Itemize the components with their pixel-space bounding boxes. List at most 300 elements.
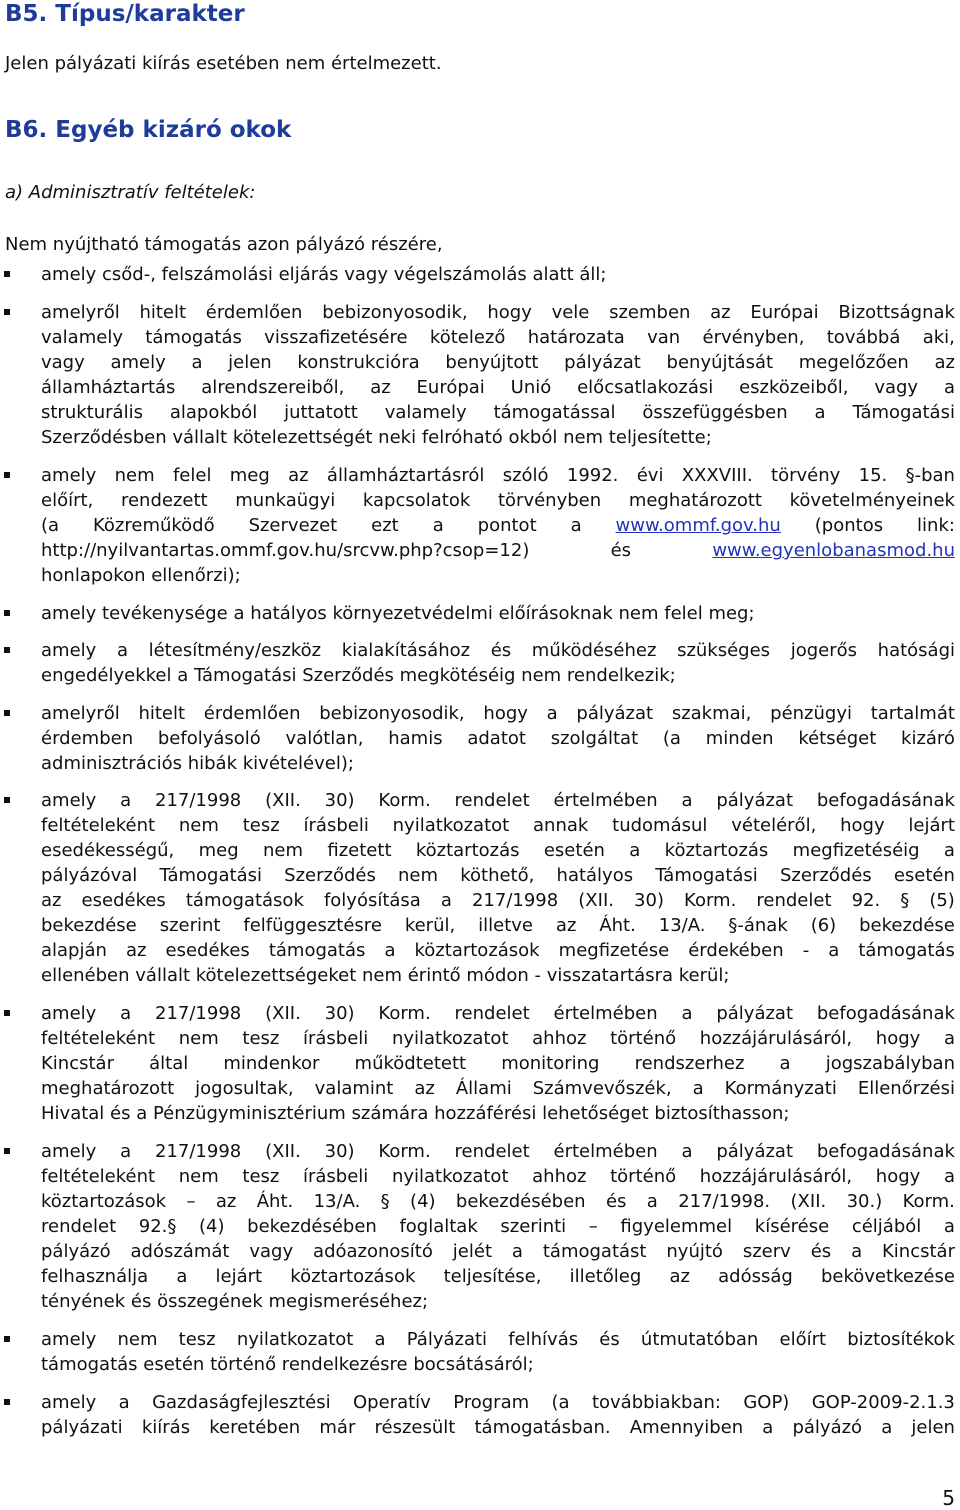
word: amelyről [41, 302, 120, 323]
text-line [41, 813, 955, 838]
word: szerv [742, 1241, 791, 1262]
word: hatályos [556, 865, 634, 886]
word: támogatás [268, 940, 366, 961]
word: esedékes [165, 940, 250, 961]
word: nem [178, 815, 219, 836]
text-line: honlapokon ellenőrzi); [41, 565, 241, 586]
word: az [555, 915, 577, 936]
word: szükséges [677, 640, 771, 661]
word: Pályázati [406, 1329, 488, 1350]
word: 30) [324, 1003, 355, 1024]
text-line [41, 638, 955, 663]
text-line [41, 350, 955, 375]
word: az [934, 352, 955, 373]
word: vételéről, [731, 815, 817, 836]
text-line-words [41, 1076, 955, 1101]
text-line-words [41, 788, 955, 813]
text-line-words [41, 400, 955, 425]
word: annak [533, 815, 589, 836]
word: hogy [875, 1166, 921, 1187]
egyenlobanasmod-link[interactable]: www.egyenlobanasmod.hu [712, 540, 955, 561]
word: hitelt [138, 703, 186, 724]
text-line: ellenében vállalt kötelezettségeket nem érintő módon - visszatartásra kerül; [41, 965, 730, 986]
text-line [41, 1415, 955, 1440]
text-line [41, 913, 955, 938]
word: rendelet [756, 890, 832, 911]
word: a [374, 1329, 386, 1350]
word: összefüggésben [642, 402, 788, 423]
word: Korm. [684, 890, 737, 911]
word: Európai [750, 302, 819, 323]
word: működéséhez [531, 640, 657, 661]
word: 30) [324, 1141, 355, 1162]
word: és [599, 1329, 620, 1350]
text-line-words [41, 1139, 955, 1164]
word: (a [662, 728, 681, 749]
text-line-words [41, 488, 955, 513]
text-line-words [41, 513, 955, 538]
word: köztartozás [415, 840, 520, 861]
word: § [900, 890, 910, 911]
text-line [41, 938, 955, 963]
bullet-icon [4, 610, 10, 616]
list-item-text [41, 638, 955, 688]
word: visszafizetésére [264, 327, 408, 348]
word: nyilatkozatot [236, 1329, 354, 1350]
word: által [149, 1053, 189, 1074]
word: nem [263, 840, 304, 861]
bullet-icon [4, 647, 10, 653]
text-line [41, 400, 955, 425]
word: - [802, 940, 810, 961]
word: meg [198, 840, 239, 861]
word: támogatással [493, 402, 616, 423]
page-number: 5 [942, 1486, 955, 1510]
word: a [828, 940, 840, 961]
word: illetőleg [569, 1266, 642, 1287]
word: Áht. [256, 1191, 294, 1212]
word: §-ban [905, 465, 955, 486]
word: Kincstár [41, 1053, 114, 1074]
word: GOP-2009-2.1.3 [811, 1392, 955, 1413]
text-line [41, 788, 955, 813]
word: a [943, 377, 955, 398]
text-line [41, 538, 955, 563]
word: hogy [483, 703, 528, 724]
word: céljából [851, 1216, 922, 1237]
word: kapcsolatok [362, 490, 471, 511]
word: a [692, 1078, 704, 1099]
word: a [116, 640, 128, 661]
word: az [669, 1266, 690, 1287]
word: amely [41, 640, 97, 661]
word: a [646, 1191, 658, 1212]
text-line-words [41, 1390, 955, 1415]
word: pályázat [716, 1141, 794, 1162]
word: tesz [242, 1166, 280, 1187]
word: köztartozás [664, 840, 769, 861]
word: 217/1998 [155, 1141, 242, 1162]
text-line [41, 701, 955, 726]
word: a [681, 1003, 693, 1024]
word: támogatások [185, 890, 304, 911]
word: pályázó [792, 1417, 863, 1438]
word: fizetett [327, 840, 392, 861]
word: a [191, 352, 203, 373]
word: a [943, 840, 955, 861]
text-line [41, 888, 955, 913]
text-line [41, 1001, 955, 1026]
word: befogadásának [816, 1141, 955, 1162]
word: szemben [609, 302, 691, 323]
bullet-icon [4, 1399, 10, 1405]
text-line [41, 838, 955, 863]
word: valamely [41, 327, 123, 348]
word: támogatás [145, 327, 242, 348]
word: van [647, 327, 681, 348]
word: valótlan, [285, 728, 364, 749]
word: (a [551, 1392, 570, 1413]
word: jogszabályban [825, 1053, 955, 1074]
word: már [319, 1417, 356, 1438]
list-item-text [41, 262, 955, 287]
word: konstrukcióra [297, 352, 420, 373]
word: részesült [374, 1417, 456, 1438]
word: teljesítése, [443, 1266, 542, 1287]
word: 217/1998 [155, 1003, 242, 1024]
word: meghatározott [628, 490, 762, 511]
word: a [681, 790, 693, 811]
word: Szervezet [248, 515, 338, 536]
word: nem [178, 1166, 219, 1187]
bullet-icon [4, 1010, 10, 1016]
word: Korm. [378, 1141, 431, 1162]
word: rendelet [454, 1141, 530, 1162]
word: nyilatkozatot [391, 1166, 509, 1187]
word: pénzügyi [770, 703, 852, 724]
word: az [414, 1078, 435, 1099]
word: Operatív [353, 1392, 431, 1413]
word: érdemlően [205, 302, 303, 323]
word: írásbeli [303, 815, 369, 836]
word: értelmében [553, 790, 658, 811]
text-line-words [41, 863, 955, 888]
text-line [41, 726, 955, 751]
word: a [440, 890, 452, 911]
word: keretében [209, 1417, 301, 1438]
text-line: támogatás esetén történő rendelkezésre bocsátásáról; [41, 1354, 534, 1375]
list-item-text [41, 1001, 955, 1126]
section-heading-b5: B5. Típus/karakter [5, 1, 245, 27]
word: tesz [242, 1028, 280, 1049]
text-line [41, 513, 955, 538]
word: (4) [199, 1216, 225, 1237]
text-line-words [41, 938, 955, 963]
word: GOP) [743, 1392, 790, 1413]
text-line [41, 1239, 955, 1264]
word: történő [610, 1166, 677, 1187]
word: befogadásának [816, 1003, 955, 1024]
word: érvényben, [702, 327, 805, 348]
text-line-words [41, 1327, 955, 1352]
word: 30) [324, 790, 355, 811]
word: nem [398, 865, 439, 886]
word: érdemlően [203, 703, 301, 724]
word: Kormányzati [724, 1078, 837, 1099]
word: előcsatlakozási [577, 377, 714, 398]
word: Ellenőrzési [857, 1078, 955, 1099]
word: amely [41, 1392, 97, 1413]
word: bebizonyosodik, [322, 302, 468, 323]
text-line-words [41, 1214, 955, 1239]
ommf-link[interactable]: www.ommf.gov.hu [615, 515, 781, 536]
word: pályázat [576, 703, 654, 724]
text-line [41, 1164, 955, 1189]
word: meghatározott [41, 1078, 175, 1099]
word: esetén [543, 840, 605, 861]
word: nyújtó [666, 1241, 723, 1262]
word: (pontos [814, 515, 884, 536]
text-line-words [41, 1264, 955, 1289]
word: szolgáltat [550, 728, 639, 749]
text-line-words [41, 375, 955, 400]
word: pályázati [41, 1417, 123, 1438]
word: a [511, 1241, 523, 1262]
word: államháztartásról [326, 465, 485, 486]
word: az [370, 377, 391, 398]
text-line: Szerződésben vállalt kötelezettségét neki felróható okból nem teljesítette; [41, 427, 712, 448]
list-item-text [41, 463, 955, 588]
word: hogy [487, 302, 532, 323]
word: szakmai, [671, 703, 752, 724]
word: írásbeli [303, 1166, 369, 1187]
word: vagy [41, 352, 85, 373]
word: felhasználja [41, 1266, 149, 1287]
word: (XII. [265, 790, 301, 811]
word: és [605, 1191, 627, 1212]
word: a [814, 402, 826, 423]
word: köztartozások [414, 940, 540, 961]
word: a [943, 1216, 955, 1237]
word: támogatásban. [474, 1417, 611, 1438]
word: nem [114, 465, 155, 486]
word: Európai [416, 377, 485, 398]
word: Amennyiben [629, 1417, 744, 1438]
word: (a [41, 515, 60, 536]
word: a [120, 1141, 132, 1162]
text-line-words [41, 1026, 955, 1051]
word: befogadásának [816, 790, 955, 811]
word: feltételeként [41, 1028, 156, 1049]
word: alrendszereiből, [201, 377, 345, 398]
word: a [546, 703, 558, 724]
text-line-words [41, 813, 955, 838]
word: hozzájárulásáról, [699, 1166, 853, 1187]
word: valamely [384, 402, 467, 423]
word: kizáró [901, 728, 955, 749]
word: jelen [228, 352, 272, 373]
word: adószámát [130, 1241, 230, 1262]
word: a [176, 1266, 188, 1287]
section-b6-subheading: a) Adminisztratív feltételek: [5, 182, 256, 203]
word: kerül, [404, 915, 456, 936]
word: monitoring [501, 1053, 600, 1074]
word: pontot [477, 515, 537, 536]
word: Korm. [378, 790, 431, 811]
word: Szerződés [779, 865, 872, 886]
word: feltételeként [41, 815, 156, 836]
word: ahhoz [532, 1166, 587, 1187]
word: a [629, 840, 641, 861]
word: illetve [478, 915, 533, 936]
list-item-text [41, 701, 955, 776]
word: bebizonyosodik, [319, 703, 465, 724]
word: szerinti [500, 1216, 567, 1237]
text-line [41, 325, 955, 350]
word: kísérése [754, 1216, 830, 1237]
word: továbbiakban: [591, 1392, 721, 1413]
word: érdekében [688, 940, 784, 961]
word: lejárt [908, 815, 955, 836]
text-line [41, 488, 955, 513]
word: kétséget [798, 728, 877, 749]
word: amely [110, 352, 166, 373]
word: rendezett [120, 490, 208, 511]
word: bekezdése [859, 915, 955, 936]
word: – [186, 1191, 196, 1212]
list-item-text [41, 1139, 955, 1314]
word: strukturális [41, 402, 143, 423]
word: tesz [242, 815, 280, 836]
word: rendelet [454, 1003, 530, 1024]
word: (XII. [265, 1141, 301, 1162]
bullet-icon [4, 271, 10, 277]
word: értelmében [553, 1141, 658, 1162]
text-line [41, 1189, 955, 1214]
text-line-words [41, 1001, 955, 1026]
list-item-text [41, 1390, 955, 1440]
word: bekezdése [41, 915, 137, 936]
word: a [432, 515, 444, 536]
bullet-icon [4, 472, 10, 478]
word: támogatást [542, 1241, 647, 1262]
word: Bizottságnak [838, 302, 955, 323]
text-line: Hivatal és a Pénzügyminisztérium számára hozzáférési lehetőséget biztosíthasson; [41, 1103, 790, 1124]
word: benyújtását [666, 352, 774, 373]
word: felel [172, 465, 212, 486]
word: alapján [41, 940, 107, 961]
list-item-text [41, 1327, 955, 1377]
word: amelyről [41, 703, 120, 724]
word: esedékes [81, 890, 166, 911]
bullet-icon [4, 1336, 10, 1342]
word: szóló [502, 465, 549, 486]
text-line [41, 1390, 955, 1415]
text-line [41, 1026, 955, 1051]
word: az [215, 1191, 237, 1212]
word: pályázó [41, 1241, 111, 1262]
word: Támogatási [852, 402, 955, 423]
word: a [762, 1417, 774, 1438]
word: pályázóval [41, 865, 138, 886]
word: nem [117, 1329, 158, 1350]
word: 30) [634, 890, 664, 911]
text-line-words [41, 1415, 955, 1440]
word: rendelet [454, 790, 530, 811]
text-line-words [41, 1164, 955, 1189]
word: a [681, 1141, 693, 1162]
text-line: tényének és összegének megismeréséhez; [41, 1291, 429, 1312]
word: szerint [159, 915, 221, 936]
word: megfizetéséig [792, 840, 920, 861]
word: 13/A. [658, 915, 706, 936]
word: követelményeinek [789, 490, 955, 511]
word: adóazonosító [313, 1241, 433, 1262]
word: juttatott [284, 402, 358, 423]
word: jogosultak, [195, 1078, 294, 1099]
section-b5-text: Jelen pályázati kiírás esetében nem értelmezett. [5, 53, 442, 74]
word: alapokból [169, 402, 258, 423]
word: nyilatkozatot [391, 1028, 509, 1049]
bullet-icon [4, 797, 10, 803]
word: hogy [840, 815, 885, 836]
word: megelőzően [798, 352, 909, 373]
word: Támogatási [655, 865, 758, 886]
word: (6) [810, 915, 837, 936]
word: lejárt [215, 1266, 263, 1287]
word: érdemben [41, 728, 134, 749]
word: értelmében [553, 1003, 658, 1024]
word: az [41, 890, 62, 911]
text-line [41, 1139, 955, 1164]
word: létesítmény/eszköz [148, 640, 322, 661]
word: rendszerhez [634, 1053, 745, 1074]
word: (5) [929, 890, 955, 911]
word: útmutatóban [640, 1329, 759, 1350]
word: Gazdaságfejlesztési [152, 1392, 331, 1413]
word: Támogatási [159, 865, 262, 886]
word: nem [178, 1028, 219, 1049]
word: §-ának [728, 915, 788, 936]
text-line: amely csőd-, felszámolási eljárás vagy végelszámolás alatt áll; [41, 264, 607, 285]
text-line [41, 1264, 955, 1289]
word: Korm. [378, 1003, 431, 1024]
text-line [41, 1076, 955, 1101]
word: jelen [911, 1417, 955, 1438]
word: nyilatkozatot [392, 815, 510, 836]
word: rendelet [41, 1216, 117, 1237]
word: kötelező [429, 327, 506, 348]
word: biztosítékok [847, 1329, 955, 1350]
list-item-text [41, 788, 955, 988]
word: pályázat [564, 352, 641, 373]
word: a [779, 1053, 791, 1074]
word: benyújtott [445, 352, 539, 373]
text-line-words [41, 838, 955, 863]
word: törvény [771, 465, 841, 486]
word: írásbeli [303, 1028, 369, 1049]
word: határozata [527, 327, 625, 348]
text-line [41, 375, 955, 400]
word: 13/A. [313, 1191, 361, 1212]
word: amely [41, 1141, 97, 1162]
list-item-text [41, 300, 955, 450]
word: és [490, 640, 512, 661]
word: bekezdésében [455, 1191, 586, 1212]
word: adatot [467, 728, 526, 749]
word: a [570, 515, 582, 536]
word: a [881, 1417, 893, 1438]
